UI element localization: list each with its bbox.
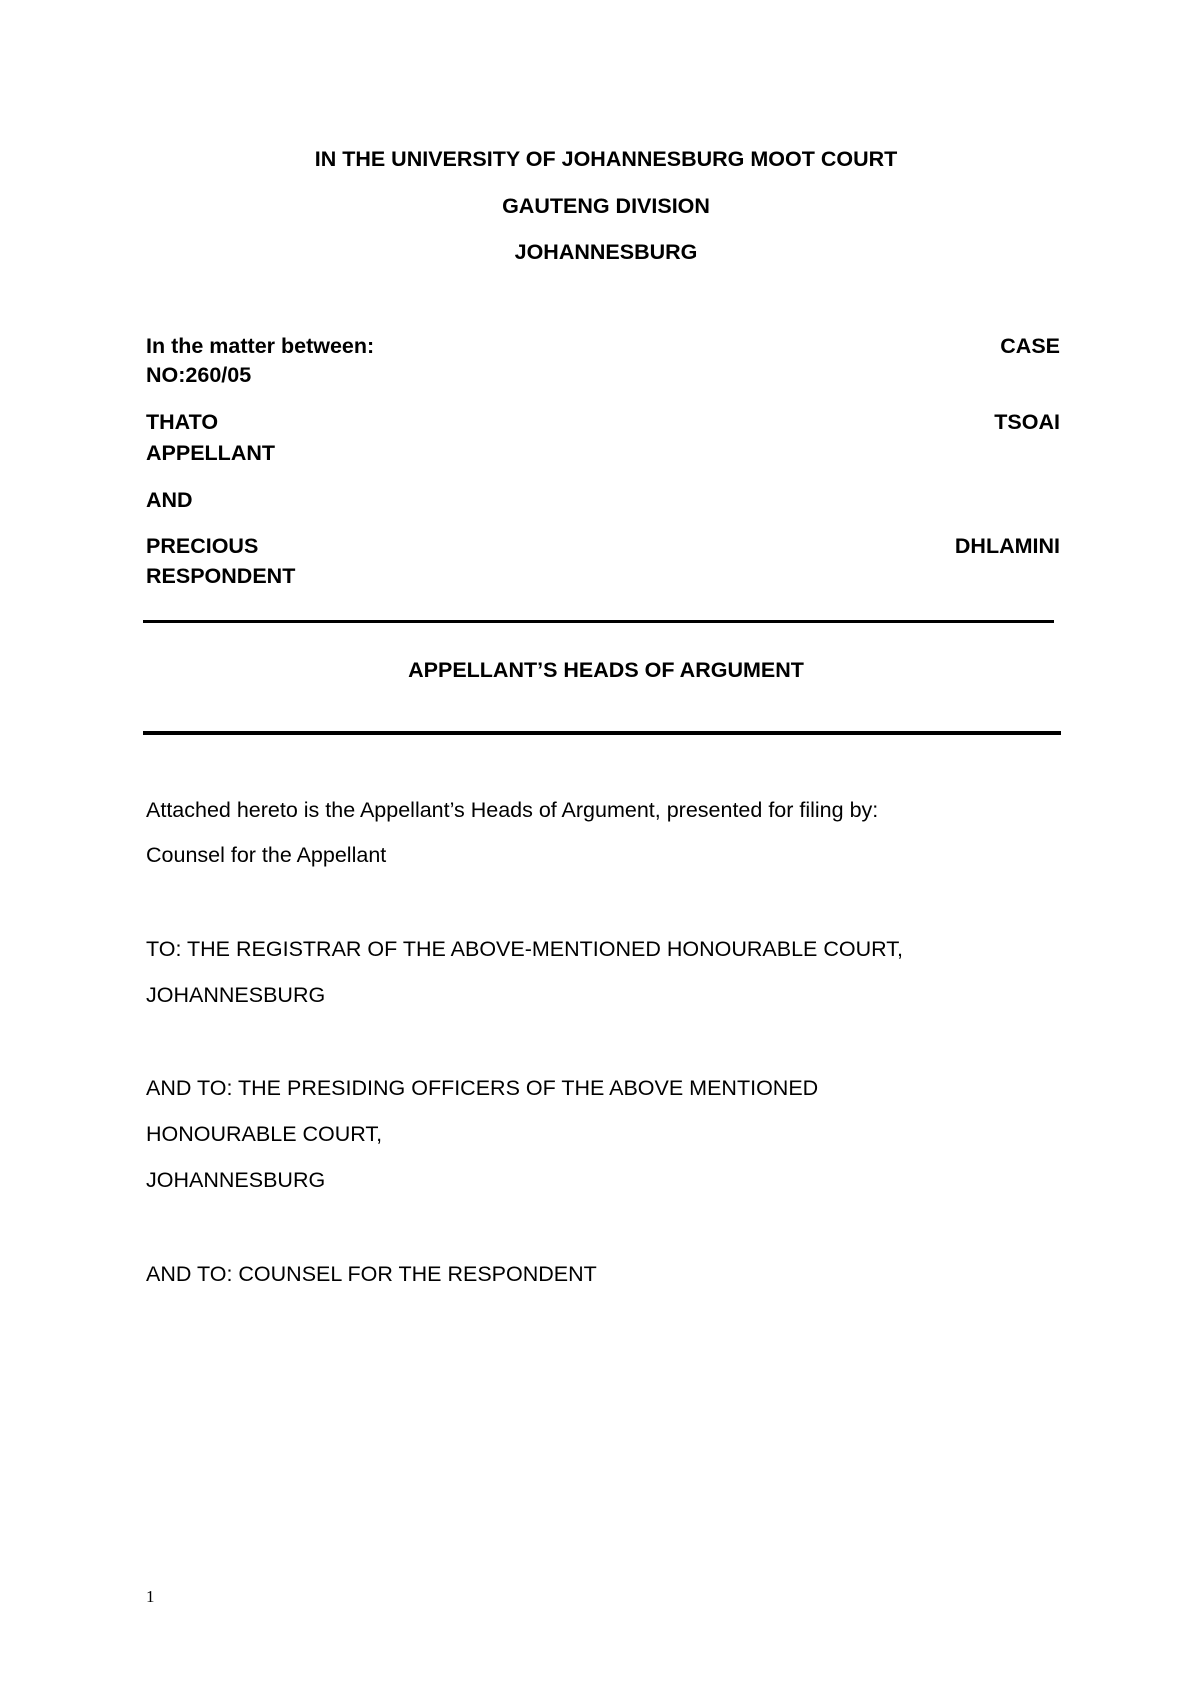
registrar-city: JOHANNESBURG xyxy=(146,983,326,1007)
presiding-officers-city: JOHANNESBURG xyxy=(146,1168,326,1192)
page-number: 1 xyxy=(146,1587,155,1606)
registrar-address: TO: THE REGISTRAR OF THE ABOVE-MENTIONED HONOURABLE COURT, xyxy=(146,937,903,961)
matter-label: In the matter between: xyxy=(146,334,375,358)
counsel-line: Counsel for the Appellant xyxy=(146,843,387,867)
document-title: APPELLANT’S HEADS OF ARGUMENT xyxy=(408,658,804,682)
respondent-role: RESPONDENT xyxy=(146,564,296,588)
attached-statement: Attached hereto is the Appellant’s Heads of Argument, presented for filing by: xyxy=(146,798,879,822)
appellant-first-name: THATO xyxy=(146,410,219,434)
presiding-officers-address: AND TO: THE PRESIDING OFFICERS OF THE ABOVE MENTIONED xyxy=(146,1076,819,1100)
court-name: IN THE UNIVERSITY OF JOHANNESBURG MOOT COURT xyxy=(314,147,898,171)
title-bottom-rule xyxy=(143,731,1061,735)
court-division: GAUTENG DIVISION xyxy=(502,194,710,218)
appellant-role: APPELLANT xyxy=(146,441,275,465)
and-label: AND xyxy=(146,488,193,512)
respondent-last-name: DHLAMINI xyxy=(954,534,1060,558)
respondent-first-name: PRECIOUS xyxy=(146,534,259,558)
court-city: JOHANNESBURG xyxy=(514,240,698,264)
presiding-officers-court: HONOURABLE COURT, xyxy=(146,1122,383,1146)
case-number: NO:260/05 xyxy=(146,363,252,387)
appellant-last-name: TSOAI xyxy=(994,410,1060,434)
respondent-counsel-address: AND TO: COUNSEL FOR THE RESPONDENT xyxy=(146,1262,597,1286)
case-label: CASE xyxy=(1000,334,1060,358)
title-top-rule xyxy=(143,620,1054,623)
